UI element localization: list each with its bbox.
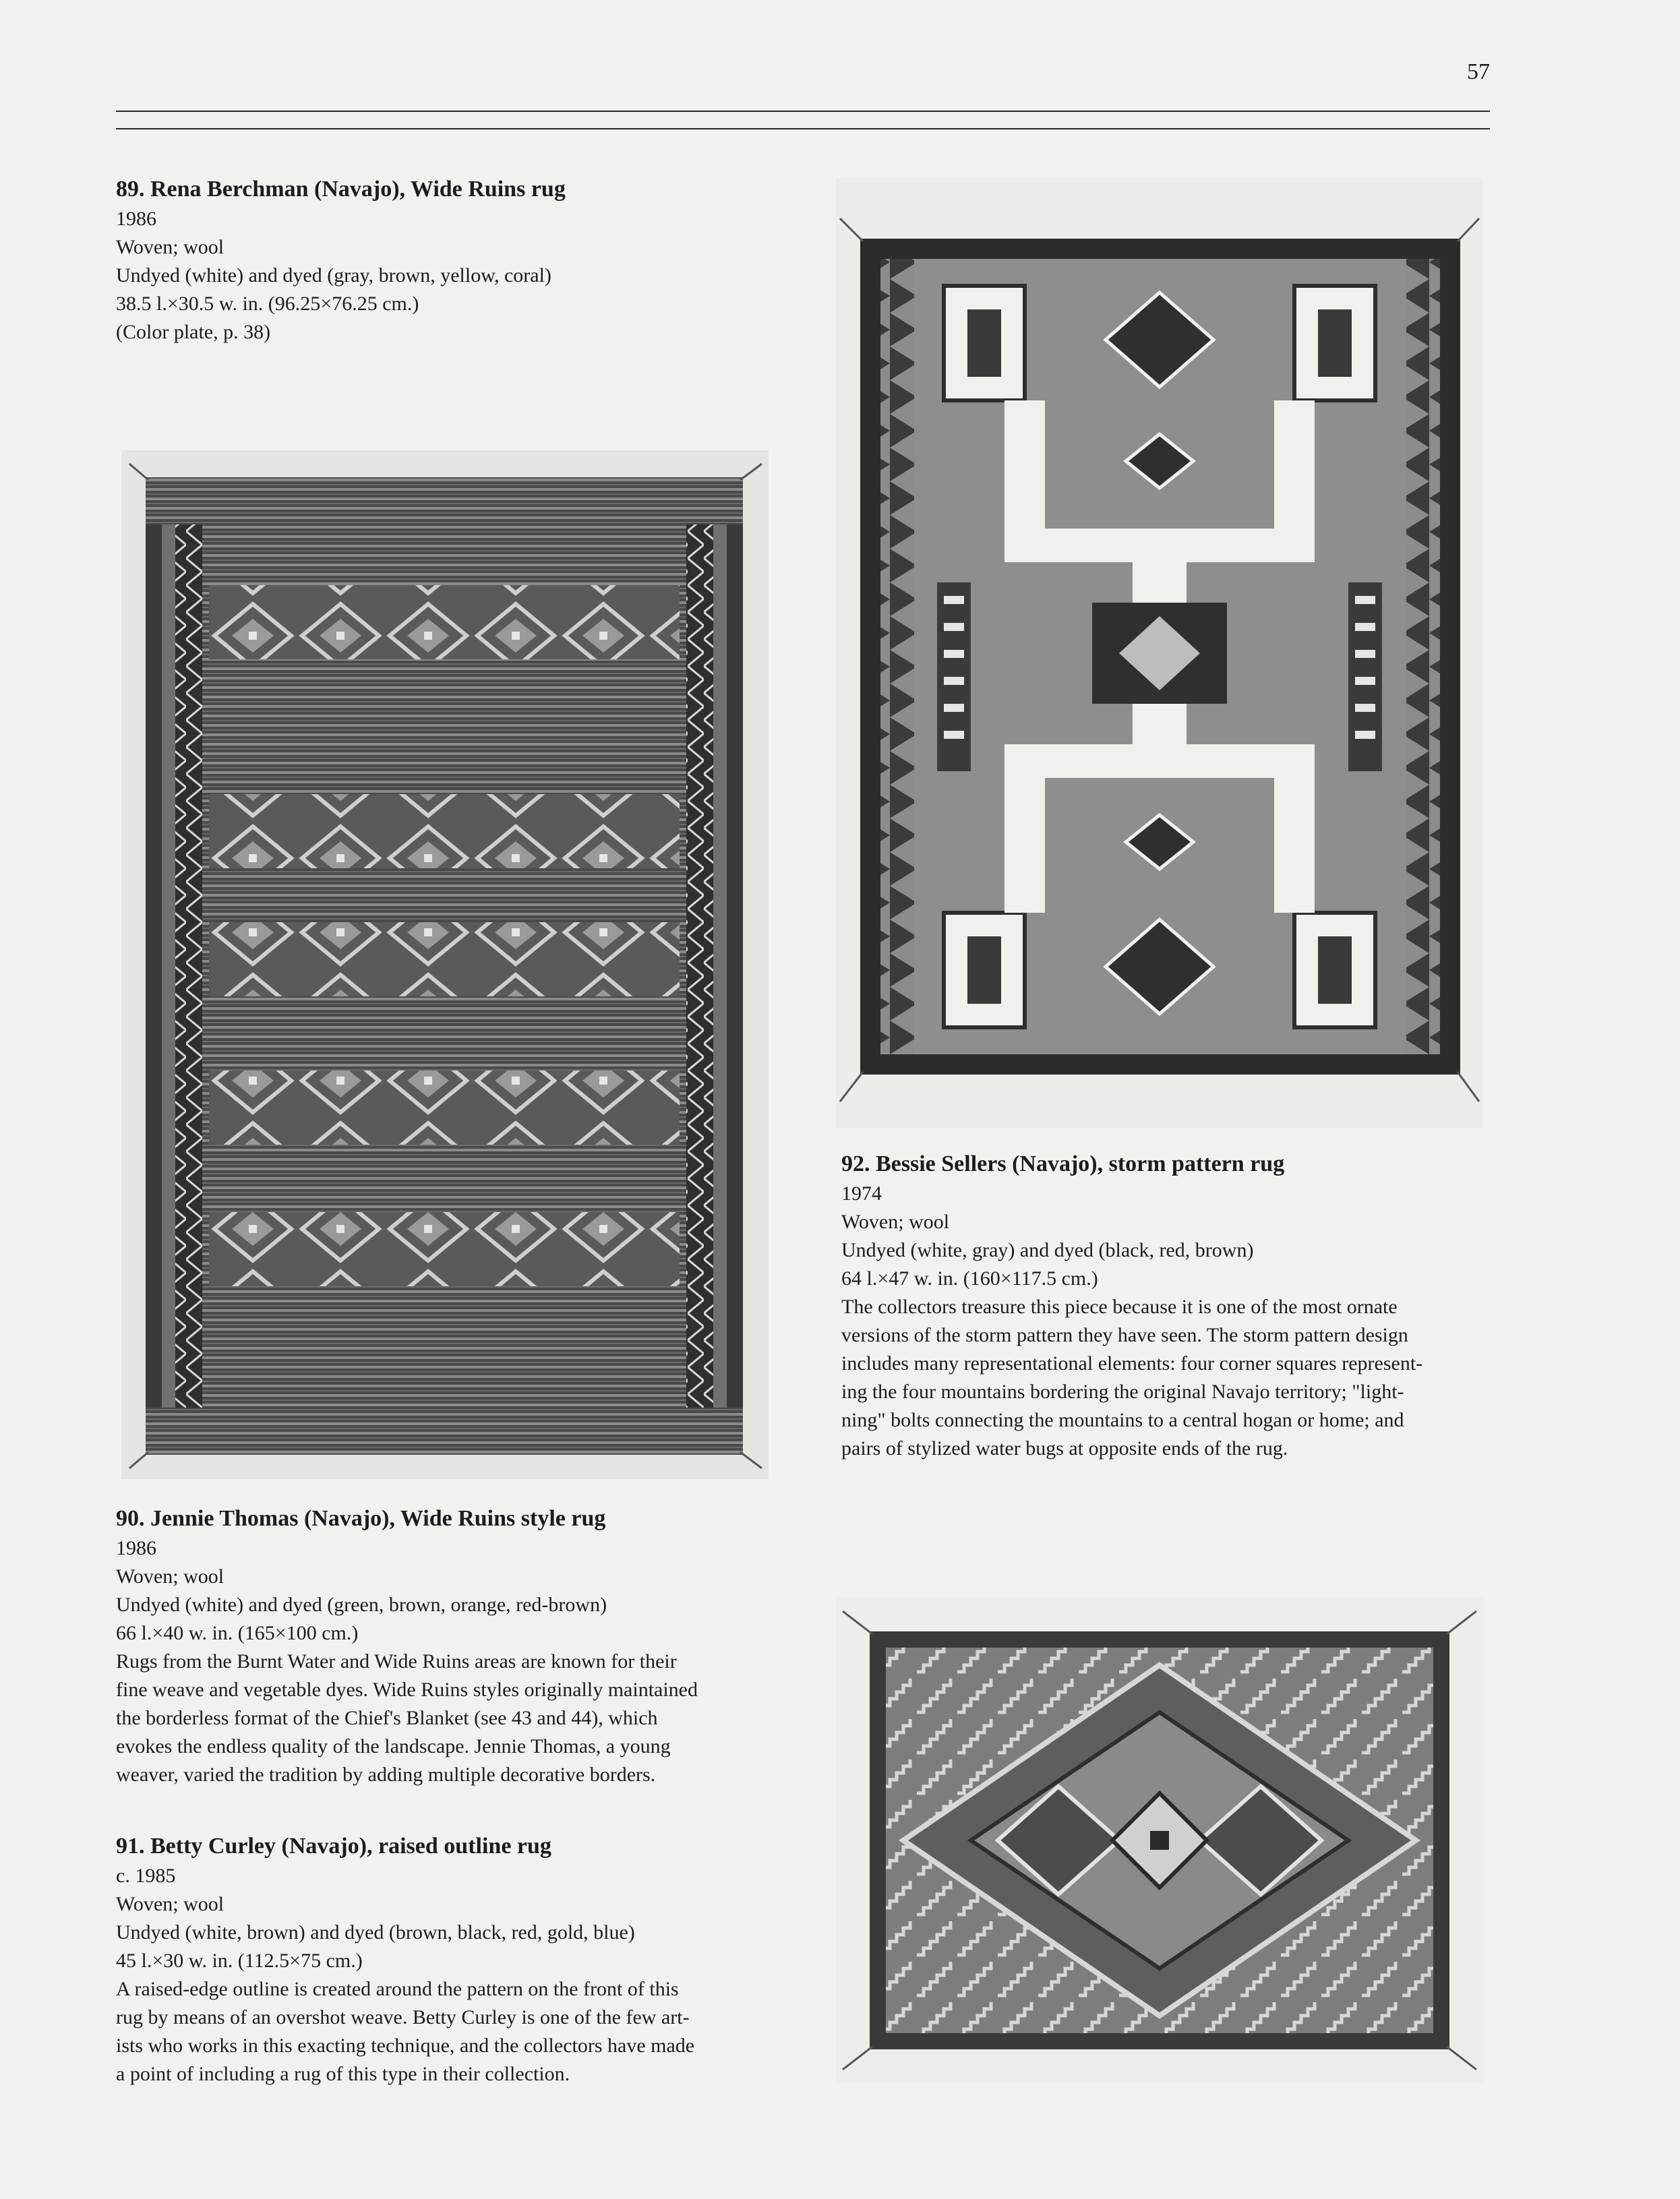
page-number: 57 [1467,59,1490,84]
caption-technique: Woven; wool [841,1211,950,1233]
caption-title: 91. Betty Curley (Navajo), raised outline rug [116,1834,551,1859]
caption-technique: Woven; wool [116,1565,224,1588]
caption-date: 1974 [841,1182,882,1205]
caption-date: 1986 [116,208,156,230]
caption-date: c. 1985 [116,1865,176,1887]
header-rule-top [116,111,1490,112]
caption-note: (Color plate, p. 38) [116,321,271,343]
rug-photo-91 [836,1598,1483,2083]
caption-materials: Undyed (white, gray) and dyed (black, red, brown) [841,1239,1254,1261]
caption-title: 90. Jennie Thomas (Navajo), Wide Ruins style rug [116,1506,606,1531]
caption-90 [116,1503,698,1789]
rug-photo-92 [836,178,1483,1128]
caption-description-line: includes many representational elements: four corner squares represent- [841,1352,1423,1375]
caption-89 [116,174,566,347]
caption-description-line: Rugs from the Burnt Water and Wide Ruins areas are known for their [116,1650,677,1673]
caption-dimensions: 64 l.×47 w. in. (160×117.5 cm.) [841,1267,1098,1290]
caption-92 [841,1149,1422,1463]
caption-dimensions: 45 l.×30 w. in. (112.5×75 cm.) [116,1950,363,1972]
caption-dimensions: 66 l.×40 w. in. (165×100 cm.) [116,1622,359,1644]
caption-description-line: pairs of stylized water bugs at opposite ends of the rug. [841,1437,1288,1459]
caption-dimensions: 38.5 l.×30.5 w. in. (96.25×76.25 cm.) [116,293,419,315]
caption-technique: Woven; wool [116,1893,224,1915]
caption-description-line: ning" bolts connecting the mountains to a central hogan or home; and [841,1409,1404,1431]
caption-title: 92. Bessie Sellers (Navajo), storm pattern rug [841,1151,1285,1176]
caption-description-line: ists who works in this exacting technique, and the collectors have made [116,2035,695,2057]
caption-description-line: rug by means of an overshot weave. Betty Curley is one of the few art- [116,2006,690,2028]
caption-description-line: weaver, varied the tradition by adding multiple decorative borders. [116,1764,656,1786]
caption-title: 89. Rena Berchman (Navajo), Wide Ruins rug [116,177,566,202]
caption-91 [116,1831,694,2088]
caption-technique: Woven; wool [116,236,224,258]
caption-description-line: a point of including a rug of this type in their collection. [116,2063,570,2085]
caption-description-line: A raised-edge outline is created around the pattern on the front of this [116,1978,679,2000]
caption-description-line: fine weave and vegetable dyes. Wide Ruins styles originally maintained [116,1679,698,1701]
caption-materials: Undyed (white, brown) and dyed (brown, black, red, gold, blue) [116,1921,635,1944]
caption-materials: Undyed (white) and dyed (green, brown, orange, red-brown) [116,1594,607,1616]
caption-description-line: the borderless format of the Chief's Blanket (see 43 and 44), which [116,1707,658,1729]
caption-date: 1986 [116,1537,156,1559]
header-rule-bottom [116,128,1490,129]
caption-description-line: evokes the endless quality of the landscape. Jennie Thomas, a young [116,1735,671,1757]
caption-description-line: versions of the storm pattern they have seen. The storm pattern design [841,1324,1408,1346]
rug-photo-90 [121,450,769,1479]
caption-materials: Undyed (white) and dyed (gray, brown, yellow, coral) [116,264,551,287]
caption-description-line: ing the four mountains bordering the original Navajo territory; "light- [841,1381,1404,1403]
caption-description-line: The collectors treasure this piece because it is one of the most ornate [841,1296,1398,1318]
